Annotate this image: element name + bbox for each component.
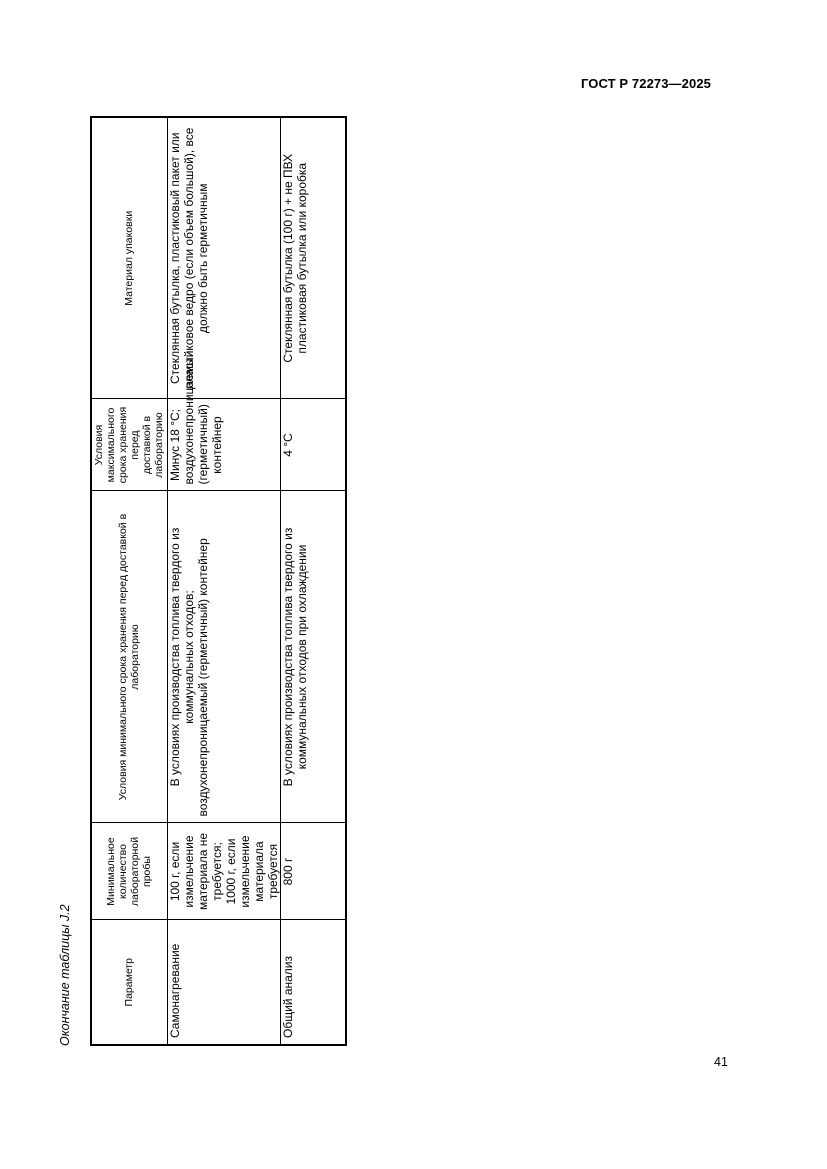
- column-header-min-storage-conditions: Условия минимального срока хранения перед доставкой в лабораторию: [91, 491, 167, 823]
- sampling-conditions-table: [90, 116, 347, 1046]
- column-header-packaging-material: Материал упаковки: [91, 117, 167, 399]
- cell-min-amount: 100 г, если измельчение материала не требуется; 1000 г, если измельчение материала требуется: [167, 823, 280, 920]
- cell-max-storage-line-1: 4 °С: [280, 433, 295, 457]
- cell-parameter: Общий анализ: [280, 920, 346, 1045]
- table-header-row: [91, 117, 167, 1045]
- cell-max-storage-line-2: воздухонепроницаемый (герметичный) контейнер: [181, 350, 224, 485]
- standard-code-header: ГОСТ Р 72273—2025: [581, 76, 711, 91]
- cell-min-storage-conditions: [167, 491, 280, 823]
- cell-max-storage-conditions: [280, 399, 346, 491]
- cell-min-amount: 800 г: [280, 823, 346, 920]
- table-row: [280, 117, 346, 1045]
- page-number: 41: [714, 1055, 728, 1069]
- cell-min-storage-line-1: В условиях производства топлива твердого из коммунальных отходов;: [167, 527, 196, 787]
- cell-max-storage-line-1: Минус 18 °С;: [167, 409, 182, 482]
- cell-packaging-material: Стеклянная бутылка (100 г) + не ПВХ пластиковая бутылка или коробка: [280, 117, 346, 399]
- cell-min-storage-line-1: В условиях производства топлива твердого из коммунальных отходов при охлаждении: [280, 527, 309, 787]
- rotated-table-block: [58, 118, 338, 1046]
- table-caption: Окончание таблицы J.2: [58, 904, 72, 1046]
- cell-parameter: Самонагревание: [167, 920, 280, 1045]
- cell-min-storage-conditions: [280, 491, 346, 823]
- cell-max-storage-conditions: [167, 350, 280, 491]
- column-header-max-storage-conditions: Условия максимального срока хранения перед доставкой в лабораторию: [91, 399, 167, 491]
- table-row: [167, 117, 280, 1045]
- cell-min-storage-line-2: воздухонепроницаемый (герметичный) контейнер: [195, 538, 210, 817]
- column-header-min-amount: Минимальное количество лабораторной пробы: [91, 823, 167, 920]
- column-header-parameter: Параметр: [91, 920, 167, 1045]
- cell-packaging-material: Стеклянная бутылка, пластиковый пакет или пластиковое ведро (если объем большой), все должно быть герметичным: [167, 117, 280, 399]
